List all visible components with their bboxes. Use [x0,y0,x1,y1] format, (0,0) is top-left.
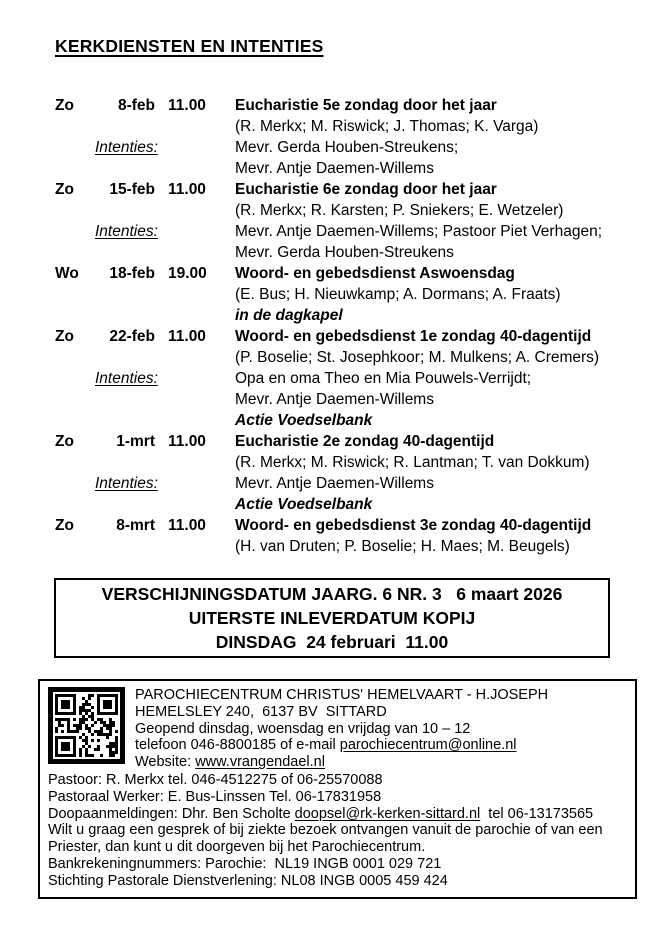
service-day: Wo [55,265,79,282]
service-description: (P. Boselie; St. Josephkoor; M. Mulkens; A. Cremers) [235,349,600,366]
service-time: 11.00 [168,181,206,198]
service-date: 1-mrt [116,433,155,450]
intenties-label: Intenties: [95,370,158,387]
service-line [55,347,645,368]
service-line [55,221,645,242]
publication-deadline-box [54,578,610,658]
service-line [55,431,645,452]
qr-code-pattern [55,694,118,757]
parish-contact-box [38,679,637,899]
service-line [55,284,645,305]
intenties-label: Intenties: [95,223,158,240]
service-day: Zo [55,517,74,534]
service-description: (H. van Druten; P. Boselie; H. Maes; M. Beugels) [235,538,570,555]
email-parochiecentrum-link[interactable]: parochiecentrum@online.nl [339,737,517,754]
qr-code-icon [48,687,125,764]
contact-line [48,856,627,873]
service-description: Woord- en gebedsdienst 3e zondag 40-dagentijd [235,517,592,534]
service-description: Woord- en gebedsdienst 1e zondag 40-dagentijd [235,328,592,345]
service-description: Mevr. Antje Daemen-Willems; Pastoor Piet Verhagen; [235,223,602,240]
service-description: Mevr. Antje Daemen-Willems [235,475,434,492]
website-link[interactable]: www.vrangendael.nl [195,754,325,771]
service-description: (R. Merkx; R. Karsten; P. Sniekers; E. Wetzeler) [235,202,564,219]
intenties-label: Intenties: [95,475,158,492]
announcement-line: DINSDAG 24 februari 11.00 [215,632,449,652]
service-line [55,326,645,347]
services-schedule [55,95,645,557]
service-time: 11.00 [168,328,206,345]
service-day: Zo [55,181,74,198]
contact-text: PAROCHIECENTRUM CHRISTUS' HEMELVAART - H.JOSEPH [135,687,549,703]
contact-line [135,721,627,738]
service-description: Mevr. Gerda Houben-Streukens [235,244,454,261]
service-line [55,200,645,221]
service-line [55,536,645,557]
contact-line [48,873,627,890]
announcement-line: VERSCHIJNINGSDATUM JAARG. 6 NR. 3 6 maart 2026 [101,584,563,604]
service-line [55,179,645,200]
service-line [55,368,645,389]
service-date: 22-feb [109,328,155,345]
service-line [55,242,645,263]
service-description: (R. Merkx; M. Riswick; R. Lantman; T. van Dokkum) [235,454,590,471]
service-description: Mevr. Antje Daemen-Willems [235,160,434,177]
service-description: Woord- en gebedsdienst Aswoensdag [235,265,515,282]
service-time: 11.00 [168,433,206,450]
contact-line [135,687,627,704]
service-line [55,515,645,536]
qr-code-inner [53,692,120,759]
contact-text: Priester, dan kunt u dit doorgeven bij het Parochiecentrum. [48,839,426,856]
contact-top-section [48,687,627,771]
service-description: Actie Voedselbank [235,412,373,429]
email-doopsel-link[interactable]: doopsel@rk-kerken-sittard.nl [294,805,481,822]
service-time: 19.00 [168,265,207,282]
service-line [55,494,645,515]
service-line [55,263,645,284]
service-day: Zo [55,433,74,450]
service-line [55,158,645,179]
service-description: Mevr. Antje Daemen-Willems [235,391,434,408]
service-date: 15-feb [109,181,155,198]
contact-text: HEMELSLEY 240, 6137 BV SITTARD [135,703,387,720]
contact-line [48,772,627,789]
service-description: Opa en oma Theo en Mia Pouwels-Verrijdt; [235,370,532,387]
contact-text: telefoon 046-8800185 of e-mail [135,737,340,754]
contact-text: Bankrekeningnummers: Parochie: NL19 INGB 0001 029 721 [48,855,442,872]
service-line [55,389,645,410]
announcement-line: UITERSTE INLEVERDATUM KOPIJ [188,608,476,628]
service-description: (R. Merkx; M. Riswick; J. Thomas; K. Varga) [235,118,539,135]
service-line [55,452,645,473]
contact-text: Pastoor: R. Merkx tel. 046-4512275 of 06-25570088 [48,771,383,788]
service-line [55,95,645,116]
service-description: (E. Bus; H. Nieuwkamp; A. Dormans; A. Fraats) [235,286,561,303]
service-line [55,137,645,158]
contact-line [135,754,627,771]
service-line [55,410,645,431]
service-description: Mevr. Gerda Houben-Streukens; [235,139,459,156]
contact-text: Wilt u graag een gesprek of bij ziekte bezoek ontvangen vanuit de parochie of van een [48,822,603,839]
contact-line [135,704,627,721]
contact-text: Stichting Pastorale Dienstverlening: NL08 INGB 0005 459 424 [48,872,448,889]
service-description: Eucharistie 6e zondag door het jaar [235,181,497,198]
service-description: Eucharistie 2e zondag 40-dagentijd [235,433,495,450]
contact-line [48,789,627,806]
contact-line [48,822,627,839]
contact-text: Pastoraal Werker: E. Bus-Linssen Tel. 06-17831958 [48,788,382,805]
contact-line [48,806,627,823]
intenties-label: Intenties: [95,139,158,156]
contact-text: Website: [135,754,196,771]
service-description: Eucharistie 5e zondag door het jaar [235,97,497,114]
service-line [55,305,645,326]
page-title: KERKDIENSTEN EN INTENTIES [55,36,324,56]
service-line [55,473,645,494]
service-line [55,116,645,137]
contact-details-block [48,772,627,890]
service-date: 18-feb [109,265,155,282]
service-time: 11.00 [168,517,206,534]
service-description: Actie Voedselbank [235,496,373,513]
service-day: Zo [55,97,74,114]
service-date: 8-mrt [116,517,155,534]
contact-address-block [135,687,627,771]
service-date: 8-feb [117,97,155,114]
contact-text: tel 06-13173565 [480,805,594,822]
contact-text: Geopend dinsdag, woensdag en vrijdag van 10 – 12 [135,720,471,737]
service-day: Zo [55,328,74,345]
service-time: 11.00 [168,97,206,114]
contact-line [135,737,627,754]
contact-text: Doopaanmeldingen: Dhr. Ben Scholte [48,805,295,822]
contact-line [48,839,627,856]
service-description: in de dagkapel [235,307,343,324]
